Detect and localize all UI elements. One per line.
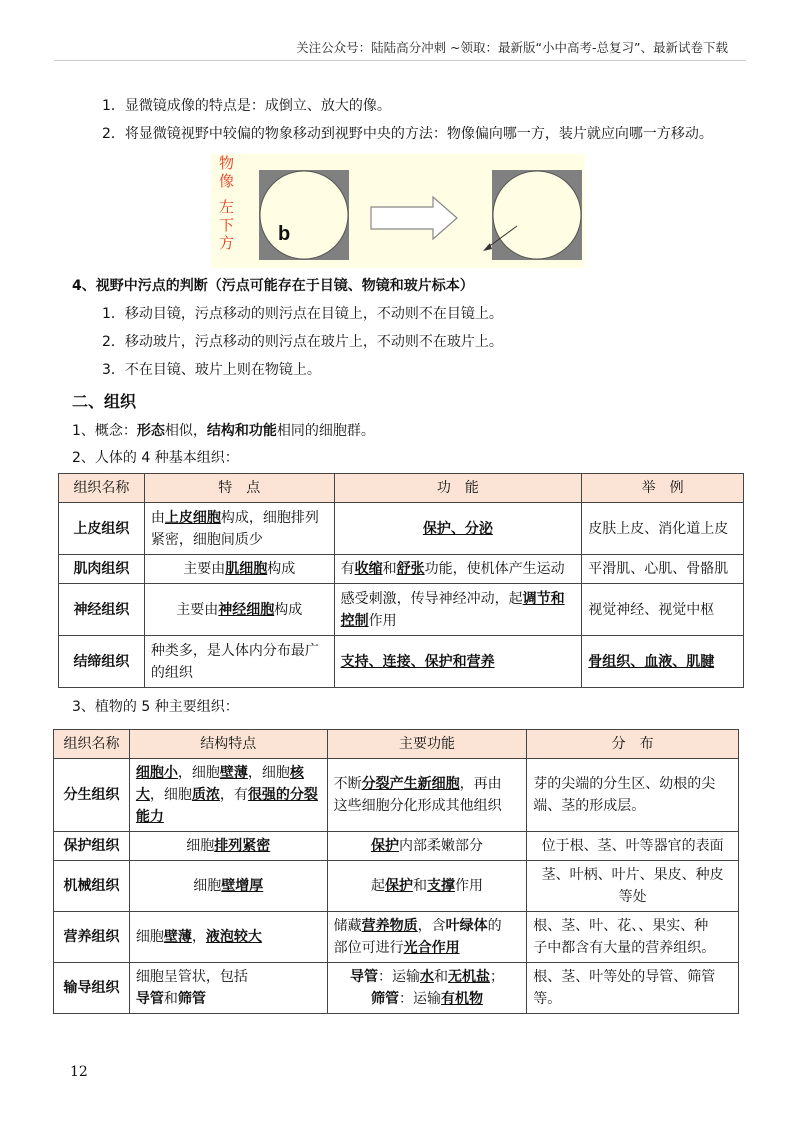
column-header: 主要功能 [327, 730, 527, 759]
table-header-row [54, 730, 739, 759]
table-row: 机械组织 细胞壁增厚 起保护和支撑作用 茎、叶柄、叶片、果皮、种皮 等处 [54, 861, 739, 912]
move-direction-arrowhead [483, 243, 492, 251]
column-header: 功 能 [334, 474, 582, 503]
table-row: 营养组织 细胞壁薄，液泡较大 储藏营养物质，含叶绿体的 部位可进行光合作用 根、茎、叶、花、、果实、种 子中都含有大量的营养组织。 [54, 912, 739, 963]
plant-tissue-label: 3、植物的 5 种主要组织： [72, 699, 239, 715]
header-divider [54, 60, 746, 61]
concept-line: 1、概念：形态相似，结构和功能相同的细胞群。 [72, 423, 375, 439]
table-row: 输导组织 细胞呈管状，包括 导管和筛管 导管：运输水和无机盐； 筛管：运输有机物 根、茎、叶等处的导管、筛管 等。 [54, 963, 739, 1014]
page-header: 关注公众号：陆陆高分冲刺 ~领取：最新版“小中高考-总复习”、最新试卷下载 [296, 40, 728, 55]
table-row: 结缔组织 种类多，是人体内分布最广 的组织 支持、连接、保护和营养 骨组织、血液、肌腱 [59, 636, 744, 688]
table-row: 神经组织 主要由神经细胞构成 感受刺激，传导神经冲动，起调节和 控制作用 视觉神经、视觉中枢 [59, 584, 744, 636]
table-row: 肌肉组织 主要由肌细胞构成 有收缩和舒张功能，使机体产生运动 平滑肌、心肌、骨骼肌 [59, 555, 744, 584]
table-row: 分生组织 细胞小，细胞壁薄，细胞核 大，细胞质浓，有很强的分裂 能力 不断分裂产生新细胞，再由 这些细胞分化形成其他组织 芽的尖端的分生区、幼根的尖 端、茎的形成层。 [54, 759, 739, 832]
list-item: 2．移动玻片，污点移动的则污点在玻片上，不动则不在玻片上。 [102, 334, 503, 350]
table-row: 上皮组织 由上皮细胞构成，细胞排列 紧密，细胞间质少 保护、分泌 皮肤上皮、消化道上皮 [59, 503, 744, 555]
section-4-title: 4、视野中污点的判断（污点可能存在于目镜、物镜和玻片标本） [72, 278, 474, 294]
field-right-circle [493, 171, 581, 259]
arrow-right-icon [371, 197, 457, 239]
page-number: 12 [70, 1064, 88, 1080]
figure-label: 物 像 左 下 方 [219, 154, 235, 252]
list-item: 3．不在目镜、玻片上则在物镜上。 [102, 362, 321, 378]
column-header: 特 点 [144, 474, 334, 503]
section-title: 二、组织 [72, 392, 137, 411]
object-letter: b [278, 223, 291, 245]
field-left-circle [260, 171, 348, 259]
column-header: 分 布 [527, 730, 739, 759]
microscope-figure [211, 154, 585, 268]
human-tissue-table [58, 473, 744, 688]
table-header-row [59, 474, 744, 503]
column-header: 组织名称 [54, 730, 130, 759]
plant-tissue-table [53, 729, 739, 1014]
table-row: 保护组织 细胞排列紧密 保护内部柔嫩部分 位于根、茎、叶等器官的表面 [54, 832, 739, 861]
column-header: 结构特点 [129, 730, 327, 759]
list-item: 1．显微镜成像的特点是：成倒立、放大的像。 [102, 98, 391, 114]
figure-drawing [211, 154, 585, 268]
column-header: 举 例 [582, 474, 744, 503]
human-tissue-label: 2、人体的 4 种基本组织： [72, 450, 239, 466]
column-header: 组织名称 [59, 474, 145, 503]
list-item: 1．移动目镜，污点移动的则污点在目镜上，不动则不在目镜上。 [102, 306, 503, 322]
list-item: 2．将显微镜视野中较偏的物象移动到视野中央的方法：物像偏向哪一方，装片就应向哪一方移动。 [102, 126, 713, 142]
